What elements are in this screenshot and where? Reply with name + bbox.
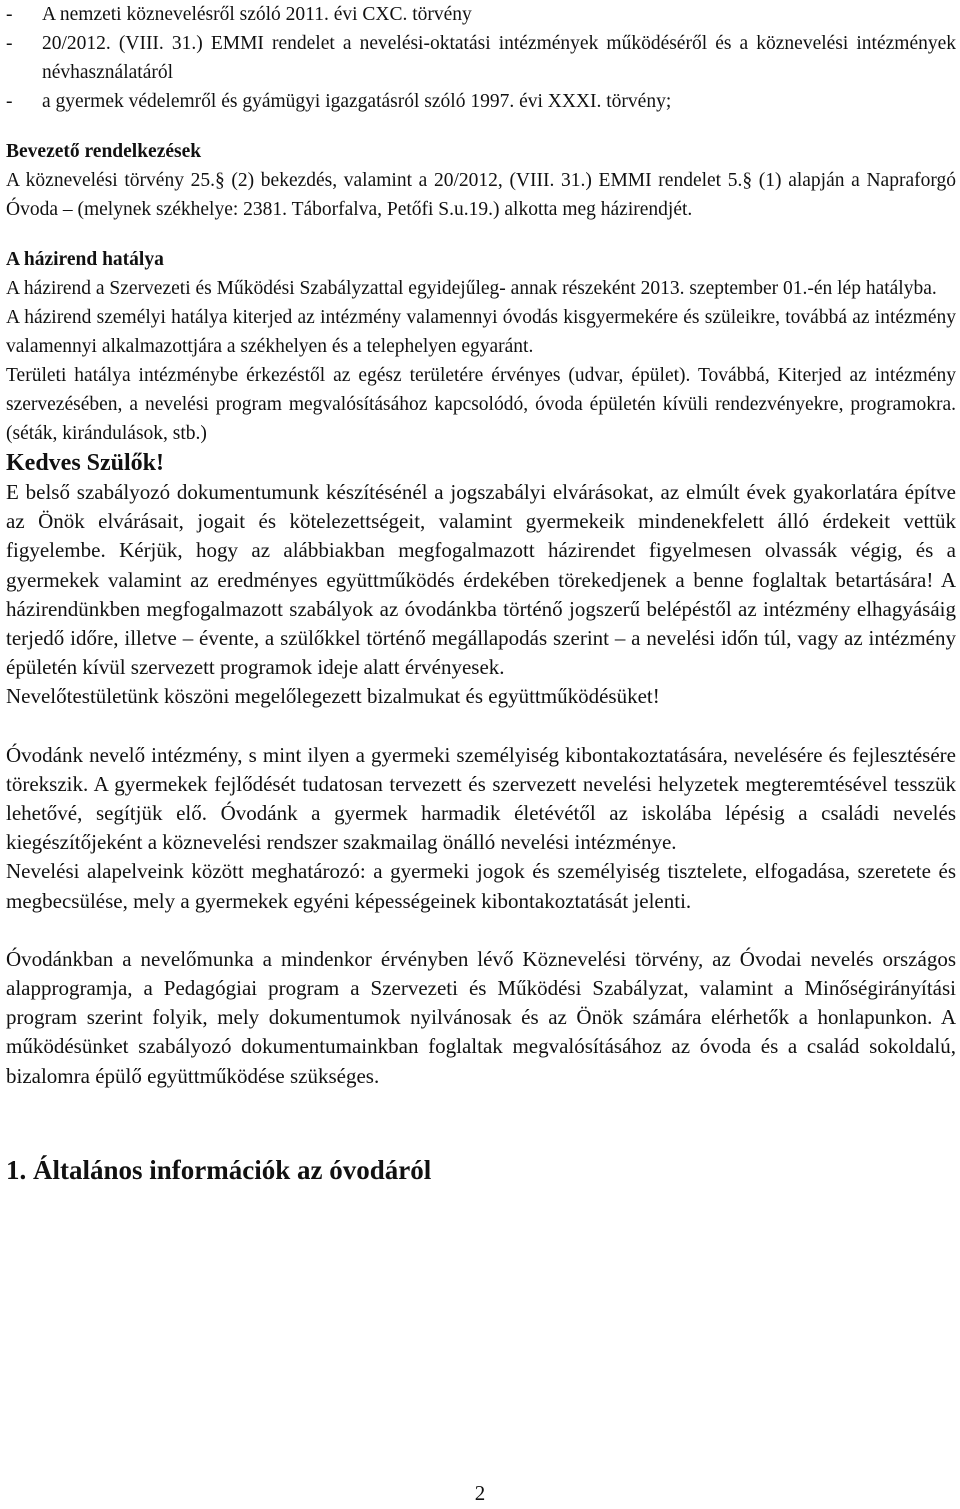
scope-paragraph: A házirend a Szervezeti és Működési Szabályzattal egyidejűleg- annak részeként 2013. szeptember 01.-én lép hatályba. bbox=[6, 278, 937, 299]
parents-paragraph: E belső szabályozó dokumentumunk készítésénél a jogszabályi elvárásokat, az elmúlt évek gyakorlatára építve az Önök elvárásait, jogait és kötelezettségeit, valamint gyermekeik mindenekfelett álló érdekeit vettük figyelembe. Kérjük, hogy az alábbiakban megfogalmazott házirendet figyelmesen olvassák végig, és a gyermekek valamint az eredményes együttműködés érdekében törekedjenek a benne foglaltak betartására! A házirendünkben megfogalmazott szabályok az óvodánkba történő jogszerű belépéstől az intézmény elhagyásáig terjedő időre, illetve – évente, a szülőkkel történő megállapodás szerint – a nevelési időn túl, vagy az intézmény épületén kívül szervezett programok ideje alatt érvényesek. bbox=[6, 480, 956, 680]
law-item bbox=[6, 0, 956, 29]
section-title: 1. Általános információk az óvodáról bbox=[6, 1154, 432, 1185]
scope-paragraph: A házirend személyi hatálya kiterjed az intézmény valamennyi óvodás kisgyermekére és szüleikre, továbbá az intézmény valamennyi alkalmazottjára a székhelyen és a telephelyen egyaránt. bbox=[6, 307, 956, 357]
document-page bbox=[6, 0, 956, 1187]
law-item bbox=[6, 29, 956, 87]
parents-heading: Kedves Szülők! bbox=[6, 450, 165, 476]
intro-section bbox=[6, 137, 956, 224]
law-item bbox=[6, 87, 956, 116]
law-list bbox=[6, 0, 956, 116]
scope-paragraph: Területi hatálya intézménybe érkezéstől az egész területére érvényes (udvar, épület). Továbbá, Kiterjed az intézmény szervezésében, a nevelési program megvalósításához kapcsolódó, óvoda épületén kívüli rendezvényekre, programokra. (séták, kirándulások, stb.) bbox=[6, 365, 956, 444]
law-item-text: 20/2012. (VIII. 31.) EMMI rendelet a nevelési-oktatási intézmények működéséről és a köznevelési intézmények névhasználatáról bbox=[42, 33, 956, 83]
spacer bbox=[6, 712, 956, 741]
intro-text: A köznevelési törvény 25.§ (2) bekezdés, valamint a 20/2012, (VIII. 31.) EMMI rendelet 5.§ (1) alapján a Napraforgó Óvoda – (melynek székhelye: 2381. Táborfalva, Petőfi S.u.19.) alkotta meg házirendjét. bbox=[6, 170, 956, 220]
kindergarten-paragraph: Nevelési alapelveink között meghatározó: a gyermeki jogok és személyiség tisztelete, elfogadása, szeretete és megbecsülése, mely a gyermekek egyéni képességeinek kibontakoztatását jelenti. bbox=[6, 859, 956, 913]
parents-section bbox=[6, 448, 956, 712]
list-dash: - bbox=[6, 4, 13, 25]
intro-heading: Bevezető rendelkezések bbox=[6, 141, 202, 162]
page-number: 2 bbox=[474, 1481, 486, 1505]
kindergarten-paragraph: Óvodánkban a nevelőmunka a mindenkor érvényben lévő Köznevelési törvény, az Óvodai nevelés országos alapprogramja, a Pedagógiai program a Szervezeti és Működési Szabályzat, valamint a Minőségirányítási program szerint folyik, mely dokumentumok nyilvánosak és az Önök számára elérhetők a honlapunkon. A működésünket szabályozó dokumentumainkban foglaltak megvalósításához az óvoda és a család sokoldalú, bizalomra épülő együttműködése szükséges. bbox=[6, 946, 956, 1088]
scope-section bbox=[6, 245, 956, 448]
spacer bbox=[6, 1091, 956, 1153]
list-dash: - bbox=[6, 91, 13, 112]
kindergarten-paragraph: Óvodánk nevelő intézmény, s mint ilyen a gyermeki személyiség kibontakoztatására, nevelésére és fejlesztésére törekszik. A gyermekek fejlődését tudatosan tervezett és szervezett nevelési helyzetek megteremtésével tesszük lehetővé, segítjük elő. Óvodánk a gyermek harmadik életévétől az iskolába lépésig a családi nevelés kiegészítőjeként a köznevelési rendszer szakmailag önálló nevelési intézménye. bbox=[6, 742, 956, 855]
kindergarten-section bbox=[6, 741, 956, 1091]
list-dash: - bbox=[6, 33, 13, 54]
parents-thanks: Nevelőtestületünk köszöni megelőlegezett bizalmukat és együttműködésüket! bbox=[6, 684, 660, 709]
spacer bbox=[6, 916, 956, 945]
law-item-text: A nemzeti köznevelésről szóló 2011. évi CXC. törvény bbox=[42, 4, 472, 25]
law-item-text: a gyermek védelemről és gyámügyi igazgatásról szóló 1997. évi XXXI. törvény; bbox=[42, 91, 672, 112]
scope-heading: A házirend hatálya bbox=[6, 249, 164, 270]
